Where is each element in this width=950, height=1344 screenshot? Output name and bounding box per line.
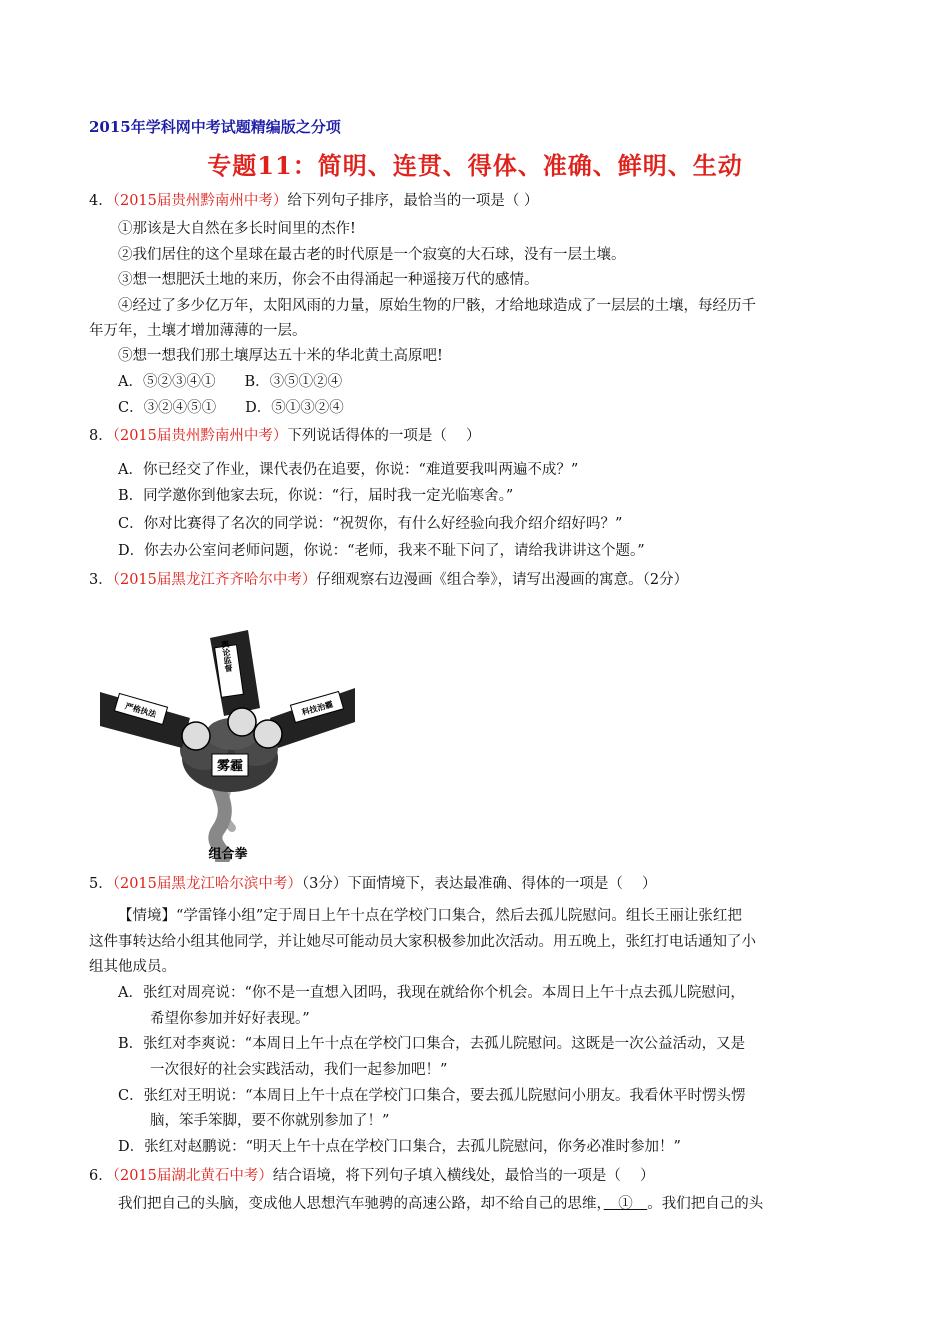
q8-option-a: A．你已经交了作业，课代表仍在追要，你说：“难道要我叫两遍不成？” <box>118 462 579 478</box>
q8-option-b: B．同学邀你到他家去玩，你说：“行，届时我一定光临寒舍。” <box>118 488 514 504</box>
q5-stem-line <box>89 874 656 894</box>
q4-item-1: ①那该是大自然在多长时间里的杰作! <box>118 221 356 237</box>
q5-option-c-cont: 脑，笨手笨脚，要不你就别参加了！” <box>150 1113 390 1129</box>
cartoon-fist-label-top: 舆论监督 <box>220 639 234 673</box>
q8-stem-line <box>89 426 481 446</box>
q8-stem: 下列说话得体的一项是（ ） <box>287 428 481 444</box>
q3-source: （2015届黑龙江齐齐哈尔中考） <box>112 572 317 588</box>
q5-option-a: A．张红对周亮说：“你不是一直想入团吗，我现在就给你个机会。本周日上午十点去孤儿院慰问， <box>118 985 745 1001</box>
q5-option-b: B．张红对李爽说：“本周日上午十点在学校门口集合，去孤儿院慰问。这既是一次公益活动，又是 <box>118 1036 746 1052</box>
document-header: 2015年学科网中考试题精编版之分项 <box>89 118 341 136</box>
q3-stem-line <box>89 570 688 590</box>
q3-stem: 仔细观察右边漫画《组合拳》，请写出漫画的寓意。（2分） <box>316 572 689 588</box>
q8-number: 8． <box>89 428 113 444</box>
q6-text-before: 我们把自己的头脑，变成他人思想汽车驰骋的高速公路，却不给自己的思维， <box>118 1196 604 1212</box>
q5-option-d: D．张红对赵鹏说：“明天上午十点在学校门口集合，去孤儿院慰问，你务必准时参加！” <box>118 1139 681 1155</box>
q8-option-c: C．你对比赛得了名次的同学说：“祝贺你，有什么好经验向我介绍介绍好吗？” <box>118 516 623 532</box>
q4-number: 4． <box>89 193 113 209</box>
q5-number: 5． <box>89 876 113 892</box>
q6-text-line <box>118 1194 763 1214</box>
cartoon-fist-label-right: 科技治霾 <box>300 699 335 718</box>
document-title: 专题11：简明、连贯、得体、准确、鲜明、生动 <box>207 151 743 180</box>
q5-option-a-cont: 希望你参加并好好表现。” <box>150 1011 310 1027</box>
q6-blank-1: ① <box>603 1196 648 1212</box>
q6-stem: 结合语境，将下列句子填入横线处，最恰当的一项是（ ） <box>272 1168 655 1184</box>
q5-context-line-1: 【情境】“学雷锋小组”定于周日上午十点在学校门口集合，然后去孤儿院慰问。组长王丽让张红把 <box>118 908 742 924</box>
q5-option-c: C．张红对王明说：“本周日上午十点在学校门口集合，要去孤儿院慰问小朋友。我看休平时愣头愣 <box>118 1088 746 1104</box>
q4-item-5: ⑤想一想我们那土壤厚达五十米的华北黄土高原吧! <box>118 348 443 364</box>
q8-option-d: D．你去办公室问老师问题，你说：“老师，我来不耻下问了，请给我讲讲这个题。” <box>118 543 645 559</box>
q5-source: （2015届黑龙江哈尔滨中考） <box>112 876 302 892</box>
q4-options-row-2: C．③②④⑤① D．⑤①③②④ <box>118 400 344 416</box>
q4-stem: 给下列句子排序，最恰当的一项是（ ） <box>287 193 539 209</box>
q4-stem-line <box>89 191 539 211</box>
q4-item-4-cont: 年万年，土壤才增加薄薄的一层。 <box>89 323 307 339</box>
q4-item-3: ③想一想肥沃土地的来历，你会不由得涌起一种遥接万代的感情。 <box>118 272 539 288</box>
q4-item-4: ④经过了多少亿万年，太阳风雨的力量，原始生物的尸骸，才给地球造成了一层层的土壤，每经历千 <box>118 298 756 314</box>
q6-source: （2015届湖北黄石中考） <box>112 1168 273 1184</box>
q4-source: （2015届贵州黔南州中考） <box>112 193 288 209</box>
q5-stem: （3分）下面情境下，表达最准确、得体的一项是（ ） <box>301 876 657 892</box>
cartoon-combination-punch <box>100 630 355 862</box>
q6-text-after: 。我们把自己的头 <box>647 1196 764 1212</box>
q5-option-b-cont: 一次很好的社会实践活动，我们一起参加吧！” <box>150 1062 448 1078</box>
q6-stem-line <box>89 1166 655 1186</box>
q5-context-line-3: 组其他成员。 <box>89 959 176 975</box>
cartoon-caption: 组合拳 <box>208 847 248 862</box>
q3-number: 3． <box>89 572 113 588</box>
q4-options-row-1: A．⑤②③④① B．③⑤①②④ <box>118 374 343 390</box>
cartoon-fist-label-left: 严格执法 <box>123 701 158 720</box>
q6-number: 6． <box>89 1168 113 1184</box>
q4-item-2: ②我们居住的这个星球在最古老的时代原是一个寂寞的大石球，没有一层土壤。 <box>118 247 626 263</box>
q5-context-line-2: 这件事转达给小组其他同学，并让她尽可能动员大家积极参加此次活动。用五晚上，张红打电话通知了小 <box>89 934 756 950</box>
cartoon-center-label: 雾霾 <box>216 759 244 774</box>
q8-source: （2015届贵州黔南州中考） <box>112 428 288 444</box>
